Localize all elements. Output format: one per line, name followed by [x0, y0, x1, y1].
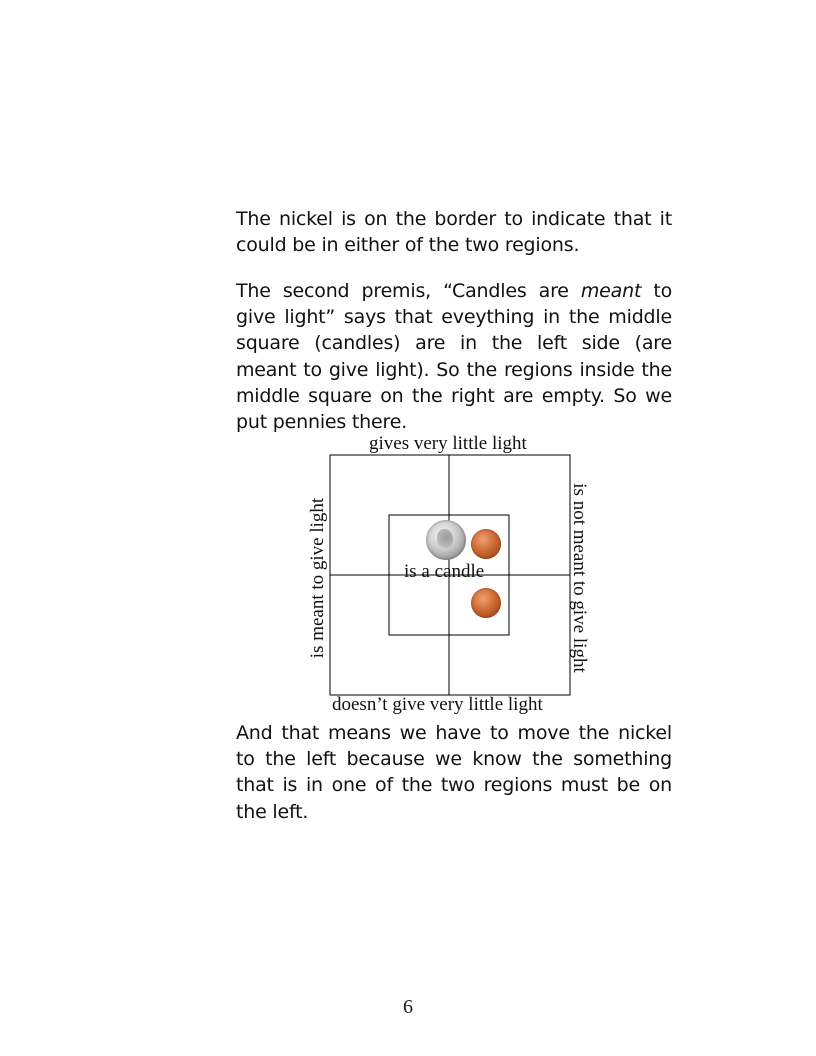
paragraph-nickel-border: The nickel is on the border to indicate that it could be in either of the two regions.: [236, 208, 672, 257]
penny-icon: [471, 529, 501, 559]
emphasized-word: meant: [580, 280, 642, 302]
venn-diagram: [300, 430, 600, 722]
label-top: gives very little light: [369, 433, 527, 454]
nickel-icon: [426, 520, 466, 560]
label-bottom: doesn’t give very little light: [332, 694, 543, 715]
paragraph-second-premise: [236, 278, 672, 435]
paragraph-text: The second premis, “Candles are: [236, 280, 581, 302]
label-left: is meant to give light: [307, 497, 328, 659]
paragraph-text: to give light” says that eveything in the middle square (candles) are in the left side (are meant to give light). So the regions inside the middle square on the right are empty. So we put pennies there.: [236, 280, 672, 434]
label-right: is not meant to give light: [569, 483, 590, 673]
label-center: is a candle: [404, 561, 485, 582]
paragraph-move-nickel: And that means we have to move the nickel to the left because we know the something that is in one of the two regions must be on the left.: [236, 722, 672, 823]
page-number: 6: [403, 996, 413, 1018]
penny-icon: [471, 588, 501, 618]
